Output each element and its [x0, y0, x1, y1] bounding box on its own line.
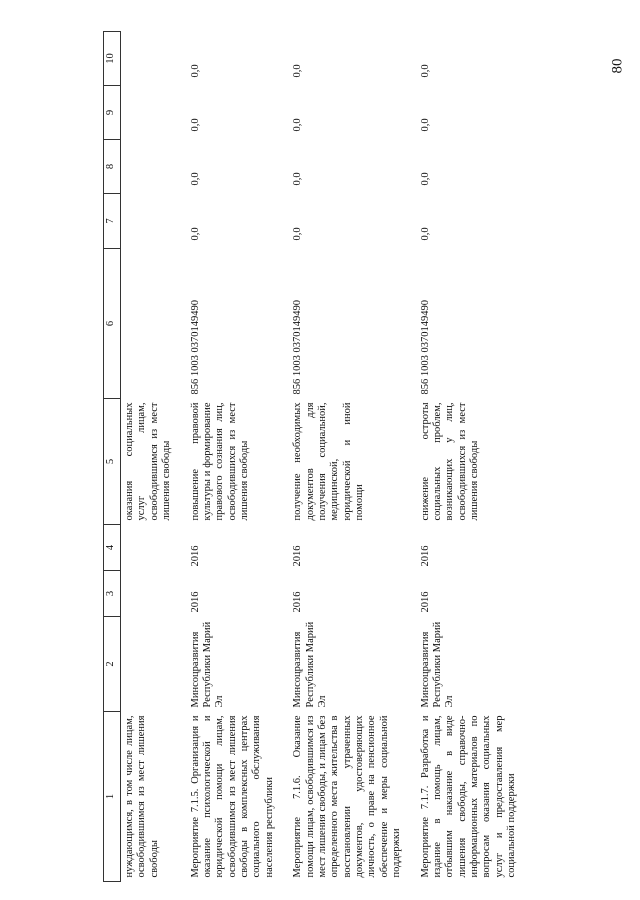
measure-cell: нуждающимся, в том числе лицам, освободившимся из мест лишения свободы	[124, 715, 160, 878]
start-year-cell: 2016	[189, 591, 201, 613]
executor-cell: Минсоцразвития Республики Марий Эл	[189, 621, 226, 708]
budget-code-cell	[121, 249, 177, 399]
executor-cell	[121, 617, 177, 712]
table-row	[417, 32, 525, 882]
value-cell: 0,0	[292, 118, 304, 132]
executor-cell: Минсоцразвития Республики Марий Эл	[292, 621, 328, 708]
value-cell: 0,0	[292, 227, 304, 241]
header-col-6: 6	[104, 249, 121, 399]
end-year-cell: 2016	[292, 545, 304, 567]
rotated-table-block	[103, 32, 617, 882]
start-year-cell: 2016	[292, 591, 304, 613]
header-col-7: 7	[104, 194, 121, 249]
executor-cell: Минсоцразвития Республики Марий Эл	[419, 621, 456, 708]
budget-code-cell: 856 1003 0370149490	[292, 300, 304, 395]
value-cell: 0,0	[419, 64, 431, 78]
result-cell: снижение остроты социальных проблем, возникающих у лиц, освободившихся из мест лишения свободы	[419, 402, 480, 521]
measures-table	[103, 31, 525, 882]
value-cell: 0,0	[419, 172, 431, 186]
end-year-cell: 2016	[419, 545, 431, 567]
row-spacer	[279, 32, 289, 882]
value-cell: 0,0	[189, 64, 201, 78]
budget-code-cell: 856 1003 0370149490	[189, 300, 201, 395]
table-row	[289, 32, 406, 882]
table-row	[121, 32, 177, 882]
measure-cell: Мероприятие 7.1.5. Организация и оказание психологической и юридической помощи лицам, освободившимся из мест лишения свободы в комплексных центрах социального обслуживания населения республики	[189, 715, 275, 878]
row-spacer	[177, 32, 187, 882]
header-row	[104, 32, 121, 882]
header-col-4: 4	[104, 525, 121, 571]
result-cell: получение необходимых документов для получения социальной, медицинской, юридической и иной помощи	[292, 402, 365, 521]
end-year-cell: 2016	[189, 545, 201, 567]
header-col-10: 10	[104, 32, 121, 86]
value-cell	[121, 86, 177, 140]
start-year-cell: 2016	[419, 591, 431, 613]
value-cell: 0,0	[189, 227, 201, 241]
value-cell: 0,0	[292, 64, 304, 78]
value-cell: 0,0	[292, 172, 304, 186]
value-cell: 0,0	[189, 172, 201, 186]
page-number: 80	[609, 58, 626, 74]
header-col-2: 2	[104, 617, 121, 712]
header-col-3: 3	[104, 571, 121, 617]
result-cell: оказания социальных услуг лицам, освободившимся из мест лишения свободы	[124, 402, 173, 521]
result-cell: повышение правовой культуры и формирование правового сознания лиц, освободившихся из мест лишения свободы	[189, 402, 250, 521]
value-cell: 0,0	[189, 118, 201, 132]
header-col-5: 5	[104, 399, 121, 525]
end-year-cell	[121, 525, 177, 571]
start-year-cell	[121, 571, 177, 617]
header-col-1: 1	[104, 712, 121, 882]
value-cell	[121, 194, 177, 249]
header-col-9: 9	[104, 86, 121, 140]
header-col-8: 8	[104, 140, 121, 194]
value-cell: 0,0	[419, 227, 431, 241]
measure-cell: Мероприятие 7.1.7. Разработка и издание в помощь лицам, отбывшим наказание в виде лишения свободы, справочно-информационных материалов по вопросам оказания социальных услуг и предоставления мер социальной поддержки	[419, 715, 518, 878]
budget-code-cell: 856 1003 0370149490	[419, 300, 431, 395]
value-cell	[121, 140, 177, 194]
value-cell: 0,0	[419, 118, 431, 132]
table-row	[187, 32, 280, 882]
row-spacer	[407, 32, 417, 882]
value-cell	[121, 32, 177, 86]
measure-cell: Мероприятие 7.1.6. Оказание помощи лицам, освободившимся из мест лишения свободы, и лицам без определенного места жительства в восстановлении утраченных документов, удостоверяющих личность, о праве на пенсионное обеспечение и меры социальной поддержки	[292, 715, 403, 878]
